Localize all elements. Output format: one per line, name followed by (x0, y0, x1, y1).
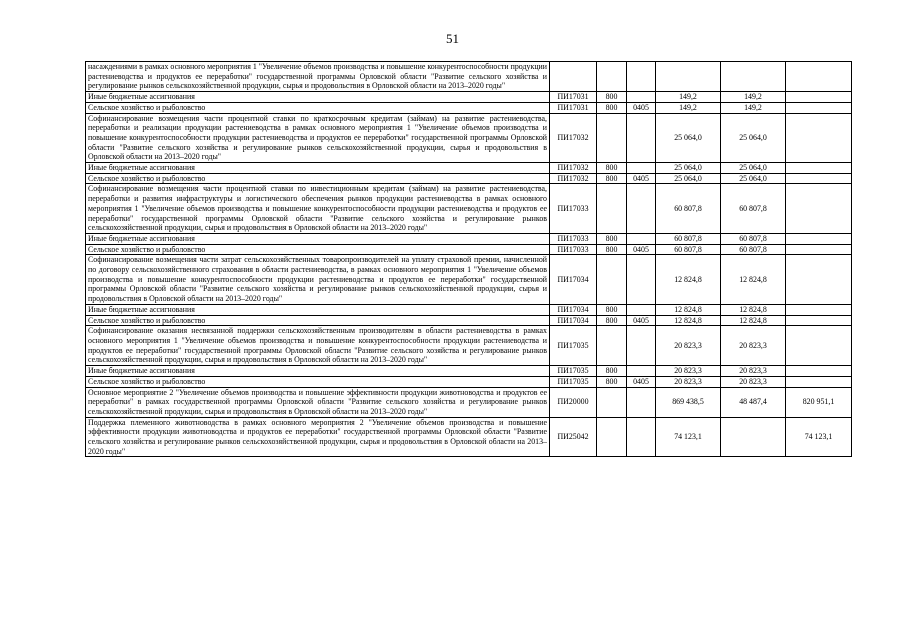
sum-federal-cell (786, 92, 852, 103)
expense-type-cell: 800 (597, 244, 627, 255)
row-name-cell: Иные бюджетные ассигнования (86, 163, 550, 174)
expense-type-cell: 800 (597, 163, 627, 174)
page-number: 51 (446, 31, 459, 46)
sum-own-cell (721, 62, 786, 92)
sum-total-cell: 12 824,8 (656, 255, 721, 305)
section-code-cell: 0405 (627, 315, 656, 326)
sum-federal-cell (786, 102, 852, 113)
row-name-cell: Софинансирование оказания несвязанной поддержки сельскохозяйственным производителям в области растениеводства в рамках основного мероприятия 1 "Увеличение объемов производства и повышение конкурентоспособности продукции растениеводства и продуктов ее переработки" государственной программы Орловской области "Развитие сельского хозяйства и регулирование рынков сельскохозяйственной продукции, сырья и продовольствия в Орловской области на 2013–2020 годы" (86, 326, 550, 366)
sum-own-cell: 20 823,3 (721, 366, 786, 377)
target-code-cell: ПИ17032 (550, 113, 597, 163)
row-name-cell: Сельское хозяйство и рыболовство (86, 102, 550, 113)
sum-own-cell: 20 823,3 (721, 326, 786, 366)
expense-type-cell: 800 (597, 366, 627, 377)
target-code-cell: ПИ17033 (550, 184, 597, 234)
sum-own-cell: 25 064,0 (721, 113, 786, 163)
sum-federal-cell (786, 173, 852, 184)
table-row (86, 255, 852, 305)
row-name-cell: Основное мероприятие 2 "Увеличение объемов производства и повышение эффективности продукции животноводства и продуктов ее переработки" в рамках государственной программы Орловской области "Развитие сельского хозяйства и регулирование рынков сельскохозяйственной продукции, сырья и продовольствия в Орловской области на 2013–2020 годы" (86, 387, 550, 417)
sum-own-cell: 12 824,8 (721, 315, 786, 326)
row-name-cell: Иные бюджетные ассигнования (86, 304, 550, 315)
row-name-cell: насаждениями в рамках основного мероприятия 1 "Увеличение объемов производства и повышение конкурентоспособности продукции растениеводства и продуктов ее переработки" государственной программы Орловской области "Развитие сельского хозяйства и регулирование рынков сельскохозяйственной продукции, сырья и продовольствия в Орловской области на 2013–2020 годы" (86, 62, 550, 92)
target-code-cell: ПИ17033 (550, 244, 597, 255)
sum-federal-cell (786, 244, 852, 255)
sum-federal-cell: 74 123,1 (786, 417, 852, 457)
expense-type-cell (597, 113, 627, 163)
row-name-cell: Сельское хозяйство и рыболовство (86, 173, 550, 184)
sum-own-cell: 149,2 (721, 102, 786, 113)
expense-type-cell: 800 (597, 315, 627, 326)
sum-own-cell: 48 487,4 (721, 387, 786, 417)
expense-type-cell: 800 (597, 376, 627, 387)
sum-own-cell: 20 823,3 (721, 376, 786, 387)
sum-federal-cell (786, 304, 852, 315)
target-code-cell: ПИ17033 (550, 233, 597, 244)
sum-own-cell: 12 824,8 (721, 304, 786, 315)
section-code-cell (627, 163, 656, 174)
table-row (86, 113, 852, 163)
row-name-cell: Сельское хозяйство и рыболовство (86, 244, 550, 255)
sum-federal-cell (786, 163, 852, 174)
target-code-cell: ПИ17032 (550, 173, 597, 184)
target-code-cell: ПИ17031 (550, 102, 597, 113)
sum-total-cell: 60 807,8 (656, 184, 721, 234)
row-name-cell: Иные бюджетные ассигнования (86, 366, 550, 377)
budget-table-body (86, 62, 852, 457)
sum-federal-cell: 820 951,1 (786, 387, 852, 417)
sum-federal-cell (786, 113, 852, 163)
sum-total-cell (656, 62, 721, 92)
sum-own-cell: 60 807,8 (721, 233, 786, 244)
table-row (86, 92, 852, 103)
expense-type-cell (597, 255, 627, 305)
sum-total-cell: 12 824,8 (656, 304, 721, 315)
sum-total-cell: 20 823,3 (656, 376, 721, 387)
sum-federal-cell (786, 233, 852, 244)
budget-table (85, 61, 852, 457)
expense-type-cell: 800 (597, 304, 627, 315)
section-code-cell: 0405 (627, 376, 656, 387)
row-name-cell: Софинансирование возмещения части процентной ставки по инвестиционным кредитам (займам) на развитие растениеводства, переработки и развития инфраструктуры и логистического обеспечения рынков продукции растениеводства в рамках основного мероприятия 1 "Увеличение объемов производства и повышение конкурентоспособности продукции растениеводства и продуктов ее переработки" государственной программы Орловской области "Развитие сельского хозяйства и регулирование рынков сельскохозяйственной продукции, сырья и продовольствия в Орловской области на 2013–2020 годы" (86, 184, 550, 234)
table-row (86, 233, 852, 244)
table-row (86, 366, 852, 377)
table-row (86, 376, 852, 387)
target-code-cell: ПИ20000 (550, 387, 597, 417)
target-code-cell: ПИ17034 (550, 304, 597, 315)
expense-type-cell (597, 184, 627, 234)
sum-total-cell: 74 123,1 (656, 417, 721, 457)
table-row (86, 387, 852, 417)
expense-type-cell: 800 (597, 233, 627, 244)
target-code-cell: ПИ17034 (550, 255, 597, 305)
target-code-cell: ПИ17035 (550, 366, 597, 377)
sum-total-cell: 869 438,5 (656, 387, 721, 417)
sum-federal-cell (786, 255, 852, 305)
section-code-cell: 0405 (627, 173, 656, 184)
section-code-cell: 0405 (627, 244, 656, 255)
sum-total-cell: 12 824,8 (656, 315, 721, 326)
table-row (86, 173, 852, 184)
table-row (86, 304, 852, 315)
target-code-cell (550, 62, 597, 92)
section-code-cell: 0405 (627, 102, 656, 113)
sum-federal-cell (786, 366, 852, 377)
target-code-cell: ПИ17035 (550, 326, 597, 366)
sum-own-cell: 12 824,8 (721, 255, 786, 305)
target-code-cell: ПИ17035 (550, 376, 597, 387)
section-code-cell (627, 255, 656, 305)
sum-own-cell: 149,2 (721, 92, 786, 103)
expense-type-cell: 800 (597, 92, 627, 103)
section-code-cell (627, 62, 656, 92)
row-name-cell: Сельское хозяйство и рыболовство (86, 315, 550, 326)
row-name-cell: Сельское хозяйство и рыболовство (86, 376, 550, 387)
sum-total-cell: 60 807,8 (656, 244, 721, 255)
section-code-cell (627, 387, 656, 417)
sum-own-cell: 60 807,8 (721, 184, 786, 234)
sum-federal-cell (786, 315, 852, 326)
target-code-cell: ПИ17032 (550, 163, 597, 174)
sum-federal-cell (786, 326, 852, 366)
sum-total-cell: 20 823,3 (656, 366, 721, 377)
sum-own-cell: 25 064,0 (721, 173, 786, 184)
table-row (86, 244, 852, 255)
expense-type-cell: 800 (597, 102, 627, 113)
target-code-cell: ПИ17034 (550, 315, 597, 326)
section-code-cell (627, 92, 656, 103)
sum-total-cell: 25 064,0 (656, 113, 721, 163)
section-code-cell (627, 417, 656, 457)
expense-type-cell (597, 326, 627, 366)
sum-total-cell: 25 064,0 (656, 173, 721, 184)
sum-federal-cell (786, 376, 852, 387)
sum-total-cell: 20 823,3 (656, 326, 721, 366)
sum-own-cell: 60 807,8 (721, 244, 786, 255)
sum-total-cell: 149,2 (656, 102, 721, 113)
expense-type-cell: 800 (597, 173, 627, 184)
sum-own-cell: 25 064,0 (721, 163, 786, 174)
sum-total-cell: 149,2 (656, 92, 721, 103)
section-code-cell (627, 304, 656, 315)
table-row (86, 417, 852, 457)
target-code-cell: ПИ25042 (550, 417, 597, 457)
table-row (86, 102, 852, 113)
table-row (86, 184, 852, 234)
section-code-cell (627, 326, 656, 366)
target-code-cell: ПИ17031 (550, 92, 597, 103)
section-code-cell (627, 184, 656, 234)
sum-federal-cell (786, 62, 852, 92)
section-code-cell (627, 113, 656, 163)
sum-federal-cell (786, 184, 852, 234)
sum-total-cell: 25 064,0 (656, 163, 721, 174)
sum-total-cell: 60 807,8 (656, 233, 721, 244)
table-row (86, 326, 852, 366)
sum-own-cell (721, 417, 786, 457)
expense-type-cell (597, 387, 627, 417)
section-code-cell (627, 366, 656, 377)
row-name-cell: Иные бюджетные ассигнования (86, 233, 550, 244)
section-code-cell (627, 233, 656, 244)
table-row (86, 62, 852, 92)
row-name-cell: Софинансирование возмещения части затрат сельскохозяйственных товаропроизводителей на уплату страховой премии, начисленной по договору сельскохозяйственного страхования в области растениеводства, в рамках основного мероприятия 1 "Увеличение объемов производства и повышение конкурентоспособности продукции растениеводства и продуктов ее переработки" государственной программы Орловской области "Развитие сельского хозяйства и регулирование рынков сельскохозяйственной продукции, сырья и продовольствия в Орловской области на 2013–2020 годы" (86, 255, 550, 305)
row-name-cell: Поддержка племенного животноводства в рамках основного мероприятия 2 "Увеличение объемов производства и повышение эффективности продукции животноводства и продуктов ее переработки" государственной программы Орловской области "Развитие сельского хозяйства и регулирование рынков сельскохозяйственной продукции, сырья и продовольствия в Орловской области на 2013–2020 годы" (86, 417, 550, 457)
expense-type-cell (597, 417, 627, 457)
expense-type-cell (597, 62, 627, 92)
table-row (86, 315, 852, 326)
row-name-cell: Иные бюджетные ассигнования (86, 92, 550, 103)
row-name-cell: Софинансирование возмещения части процентной ставки по краткосрочным кредитам (займам) на развитие растениеводства, переработки и реализации продукции растениеводства в рамках основного мероприятия 1 "Увеличение объемов производства и повышение конкурентоспособности продукции растениеводства и продуктов ее переработки" государственной программы Орловской области "Развитие сельского хозяйства и регулирование рынков сельскохозяйственной продукции, сырья и продовольствия в Орловской области на 2013–2020 годы" (86, 113, 550, 163)
table-row (86, 163, 852, 174)
